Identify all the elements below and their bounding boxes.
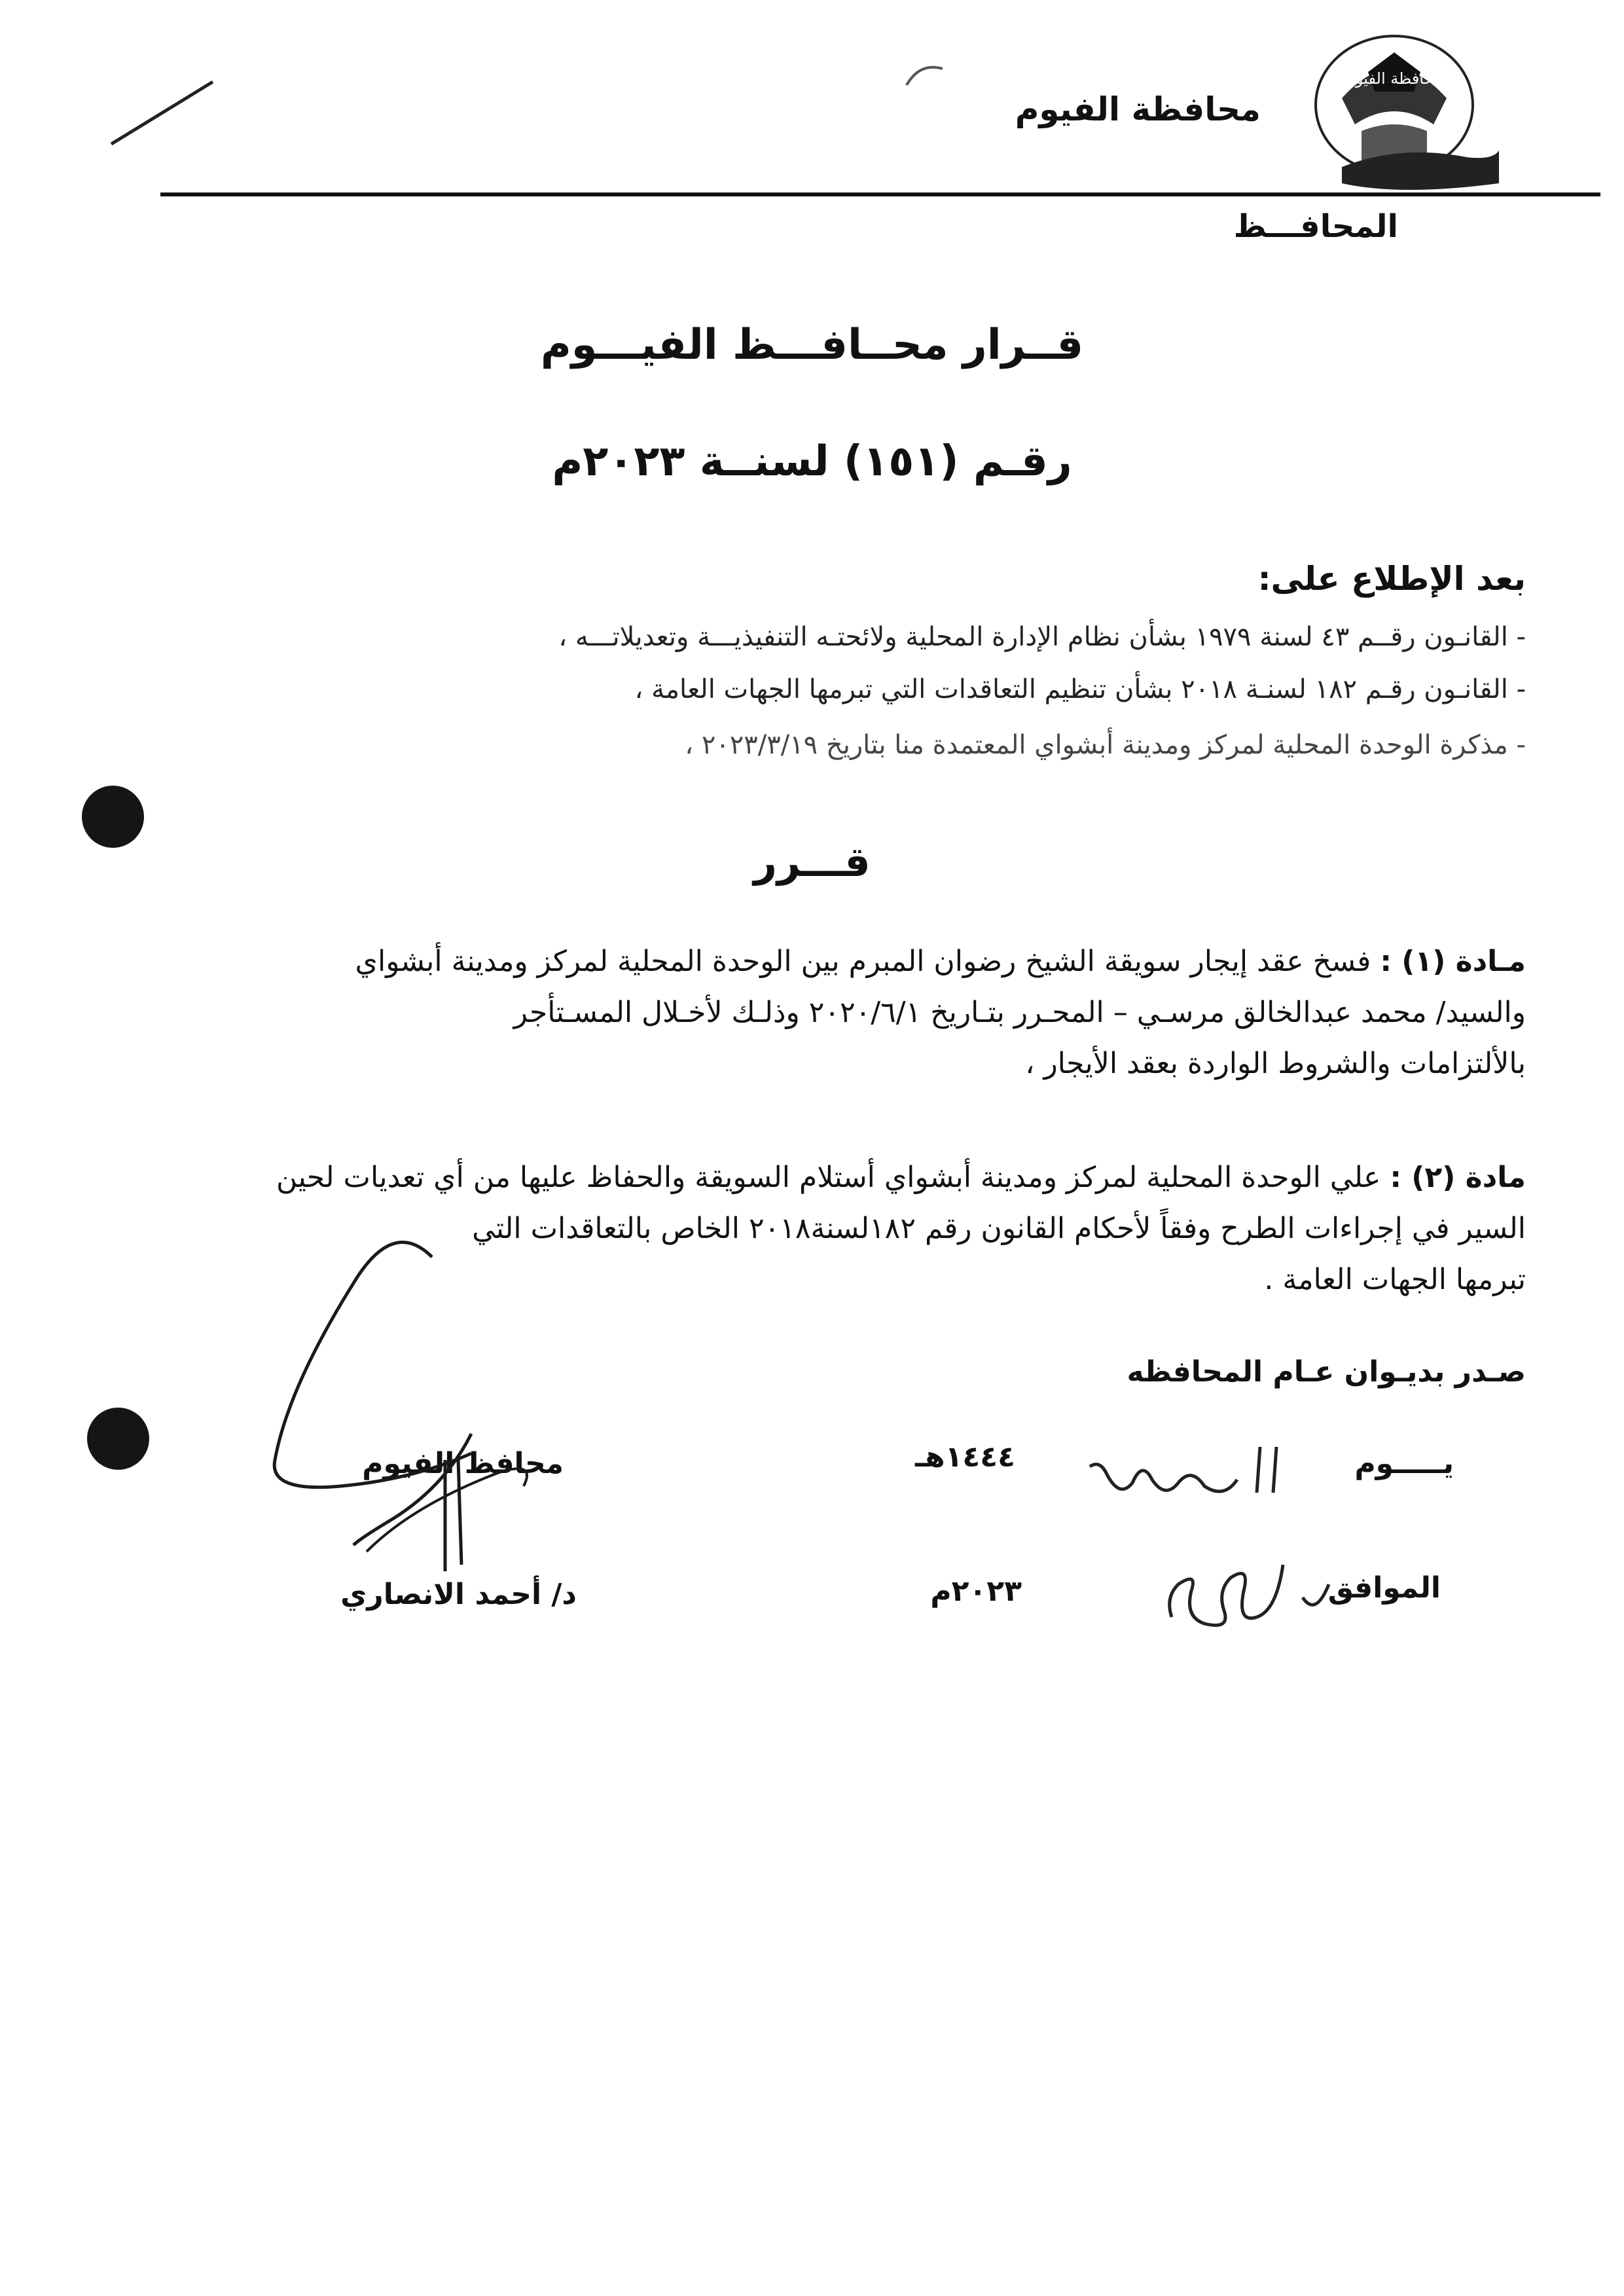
preamble-item: - مذكرة الوحدة المحلية لمركز ومدينة أبشواي المعتمدة منا بتاريخ ٢٠٢٣/٣/١٩ ، [685, 730, 1526, 760]
handwritten-gregorian-day [1152, 1545, 1342, 1643]
preamble-heading: بعد الإطلاع على: [1257, 560, 1526, 598]
article [105, 936, 1526, 1089]
hijri-date: ١٤٤٤هـ [915, 1440, 1015, 1474]
corresponding-label: الموافق [1327, 1571, 1441, 1605]
handwritten-day-date [1080, 1421, 1296, 1506]
day-label: يـــــوم [1354, 1447, 1454, 1480]
article-label: مادة (٢) : [1390, 1161, 1526, 1194]
article-line: بالألتزامات والشروط الواردة بعقد الأيجار ، [1025, 1047, 1526, 1080]
governorate-name: محافظة الفيوم [1015, 90, 1261, 128]
punch-hole [87, 1408, 149, 1470]
article-line [105, 1152, 1526, 1203]
office-title: المحافـــظ [1233, 208, 1398, 245]
article-text: فسخ عقد إيجار سويقة الشيخ رضوان المبرم بين الوحدة المحلية لمركز ومدينة أبشواي [355, 945, 1371, 978]
gregorian-date: ٢٠٢٣م [930, 1575, 1022, 1608]
scan-mark [903, 59, 949, 92]
governor-name: د/ أحمد الانصاري [340, 1578, 577, 1611]
article-line: والسيد/ محمد عبدالخالق مرسـي – المحـرر بتـاريخ ٢٠٢٠/٦/١ وذلـك لأخـلال المسـتأجر [513, 996, 1526, 1029]
decree-title: قــرار محــافـــظ الفيـــوم [540, 321, 1084, 369]
governor-title: محافظ الفيوم [362, 1447, 564, 1480]
article [105, 1152, 1526, 1305]
preamble-item: - القانـون رقــم ٤٣ لسنة ١٩٧٩ بشأن نظام الإدارة المحلية ولائحتـه التنفيذيـــة وتعديلاتـــه ، [558, 622, 1526, 652]
scan-mark [105, 72, 223, 151]
article-line [105, 936, 1526, 987]
header-divider [160, 192, 1600, 196]
issued-statement: صـدر بديـوان عـام المحافظه [1127, 1355, 1526, 1389]
governorate-emblem [1303, 26, 1506, 203]
preamble-item: - القانـون رقـم ١٨٢ لسنـة ٢٠١٨ بشأن تنظيم التعاقدات التي تبرمها الجهات العامة ، [634, 674, 1526, 704]
article-line: تبرمها الجهات العامة . [1264, 1263, 1526, 1296]
decree-number: رقـم (١٥١) لسنــة ٢٠٢٣م [552, 437, 1072, 486]
decision-heading: قـــرر [753, 838, 871, 886]
svg-text:محافظة الفيوم: محافظة الفيوم [1346, 69, 1443, 88]
article-text: علي الوحدة المحلية لمركز ومدينة أبشواي أستلام السويقة والحفاظ عليها من أي تعديات لحين [276, 1161, 1381, 1194]
article-line: السير في إجراءات الطرح وفقاً لأحكام القانون رقم ١٨٢لسنة٢٠١٨ الخاص بالتعاقدات التي [472, 1212, 1526, 1245]
article-label: مـادة (١) : [1380, 945, 1526, 978]
